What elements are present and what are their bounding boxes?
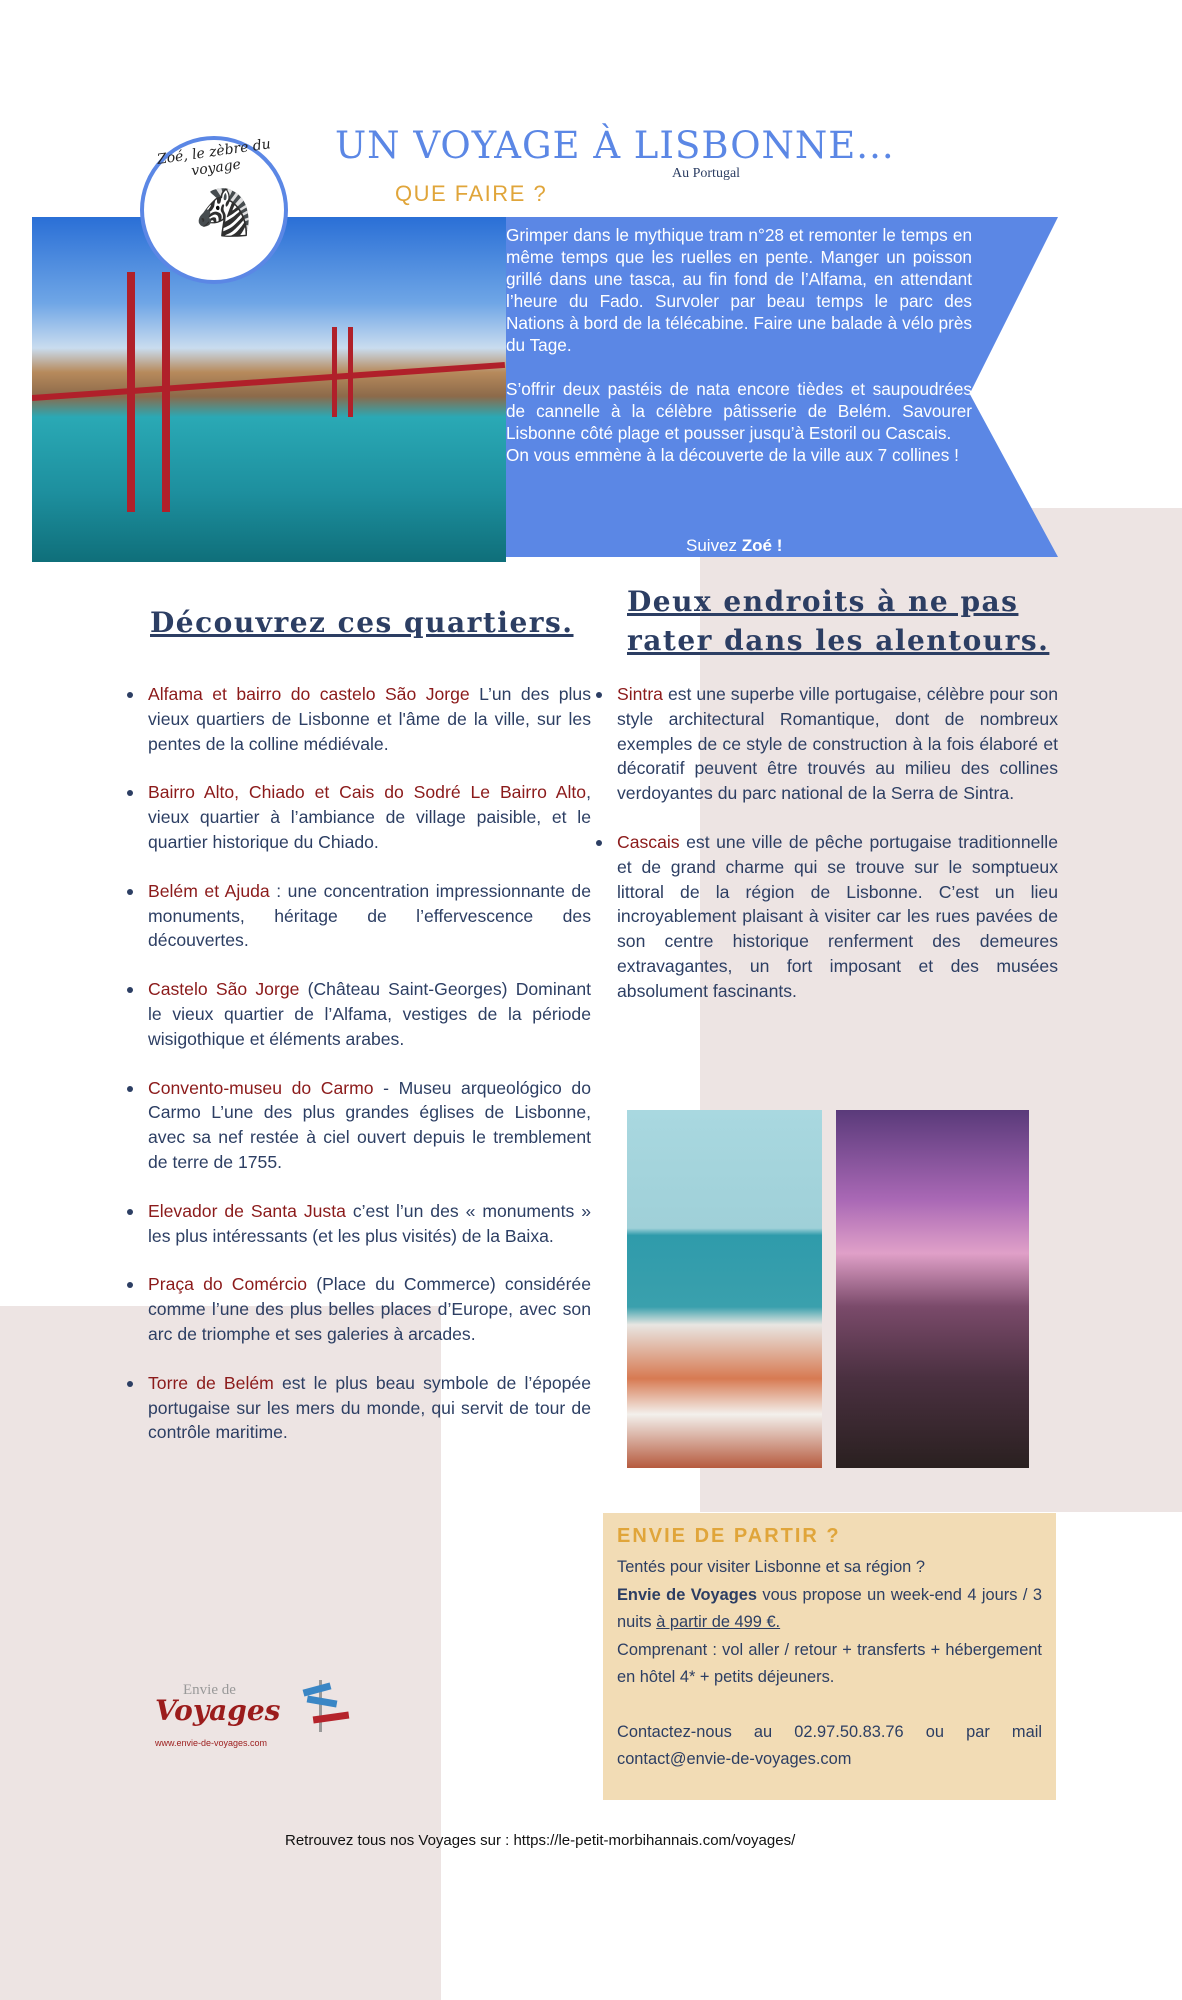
intro-paragraph: On vous emmène à la découverte de la ville aux 7 collines ! bbox=[506, 445, 959, 465]
item-text: est une superbe ville portugaise, célèbre pour son style architectural Romantique, dont de nombreux exemples de ce style de construction à la fois élaboré et décoratif peuvent être trouvés au milieu des collines verdoyantes du parc national de la Serra de Sintra. bbox=[617, 684, 1058, 804]
item-name: Sintra bbox=[617, 684, 663, 704]
offer-line: vous propose un week-end 4 jours / 3 nuits bbox=[617, 1585, 1042, 1631]
page-title: UN VOYAGE À LISBONNE... bbox=[335, 124, 895, 167]
signpost-icon bbox=[303, 1680, 337, 1730]
follow-name: Zoé ! bbox=[741, 536, 783, 555]
item-text: (Château Saint-Georges) Dominant le vieux quartier de l’Alfama, vestiges de la période wisigothique et éléments arabes. bbox=[148, 979, 591, 1049]
list-item bbox=[617, 830, 1058, 1004]
footer-link-text[interactable]: Retrouvez tous nos Voyages sur : https://le-petit-morbihannais.com/voyages/ bbox=[285, 1832, 796, 1849]
item-text: est le plus beau symbole de l’épopée portugaise sur les mers du monde, qui servit de tour de contrôle maritime. bbox=[148, 1372, 591, 1443]
zebra-icon: 🦓 bbox=[195, 186, 253, 238]
list-item bbox=[148, 879, 591, 953]
list-item bbox=[148, 780, 591, 854]
alentours-heading bbox=[627, 582, 1049, 660]
badge-text: Zoé, le zèbre du voyage bbox=[156, 136, 272, 180]
logo-line: Voyages bbox=[155, 1694, 281, 1727]
list-item bbox=[148, 1371, 591, 1445]
offer-text bbox=[617, 1582, 1042, 1637]
logo-line: Envie de bbox=[183, 1682, 236, 1698]
alentours-list bbox=[617, 682, 1058, 1004]
offer-box bbox=[603, 1513, 1056, 1800]
intro-paragraph: Grimper dans le mythique tram n°28 et remonter le temps en même temps que les ruelles en pente. Manger un poisson grillé dans une tasca, au fin fond de l’Alfama, en attendant l’heure du Fado. Survoler par beau temps le parc des Nations à bord de la télécabine. Faire une balade à vélo près du Tage. bbox=[506, 225, 972, 355]
offer-price: à partir de 499 €. bbox=[656, 1613, 781, 1631]
item-name: Elevador de Santa Justa bbox=[148, 1200, 346, 1221]
offer-heading: ENVIE DE PARTIR ? bbox=[617, 1525, 841, 1547]
list-item bbox=[148, 1076, 591, 1175]
item-name: Castelo São Jorge bbox=[148, 979, 300, 1000]
item-name: Praça do Comércio bbox=[148, 1274, 308, 1295]
follow-label: Suivez bbox=[686, 536, 742, 555]
intro-text bbox=[506, 224, 972, 488]
item-name: Alfama et bairro do castelo São Jorge bbox=[148, 684, 470, 704]
item-text: c’est l’un des « monuments » les plus intéressants (et les plus visités) de la Baixa. bbox=[148, 1200, 592, 1246]
item-name: Belém et Ajuda bbox=[148, 880, 270, 901]
item-text: est une ville de pêche portugaise traditionnelle et de grand charme qui se trouve sur le somptueux littoral de la région de Lisbonne. C’est un lieu incroyablement plaisant à visiter car les rues pavées de son centre historique renferment des demeures extravagantes, un fort imposant et des musées absolument fascinants. bbox=[617, 831, 1058, 1001]
offer-line: Comprenant : vol aller / retour + transferts + hébergement en hôtel 4* + petits déjeuners. bbox=[617, 1640, 1042, 1686]
item-text: , vieux quartier à l’ambiance de village paisible, et le quartier historique du Chiado. bbox=[148, 782, 591, 852]
quartiers-heading: Découvrez ces quartiers. bbox=[150, 606, 574, 639]
item-text: L’un des plus vieux quartiers de Lisbonne et l'âme de la ville, sur les pentes de la colline médiévale. bbox=[148, 684, 591, 754]
envie-de-voyages-logo bbox=[153, 1680, 368, 1755]
list-item bbox=[148, 977, 591, 1051]
section-label: QUE FAIRE ? bbox=[395, 181, 548, 206]
offer-contact: Contactez-nous au 02.97.50.83.76 ou par mail contact@envie-de-voyages.com bbox=[617, 1722, 1042, 1768]
lisbon-bridge-photo bbox=[32, 217, 506, 562]
list-item bbox=[617, 682, 1058, 806]
logo-url: www.envie-de-voyages.com bbox=[155, 1738, 268, 1748]
item-text: : une concentration impressionnante de monuments, héritage de l’effervescence des découvertes. bbox=[148, 880, 591, 951]
lisbon-tram-street-photo bbox=[836, 1110, 1029, 1468]
page-subtitle: Au Portugal bbox=[672, 166, 741, 181]
item-text: - Museu arqueológico do Carmo L’une des plus grandes églises de Lisbonne, avec sa nef restée à ciel ouvert depuis le tremblement de terre de 1755. bbox=[148, 1077, 591, 1172]
list-item bbox=[148, 682, 591, 756]
quartiers-list bbox=[148, 682, 591, 1445]
item-name: Cascais bbox=[617, 831, 680, 852]
list-item bbox=[148, 1272, 591, 1346]
lisbon-church-photo bbox=[627, 1110, 822, 1468]
offer-brand: Envie de Voyages bbox=[617, 1585, 757, 1604]
list-item bbox=[148, 1199, 591, 1249]
item-name: Convento-museu do Carmo bbox=[148, 1077, 374, 1098]
item-name: Torre de Belém bbox=[148, 1372, 274, 1393]
heading-line: Deux endroits à ne pas bbox=[627, 585, 1019, 618]
follow-zoe bbox=[686, 536, 782, 556]
intro-paragraph: S’offrir deux pastéis de nata encore tièdes et saupoudrées de cannelle à la célèbre pâtisserie de Belém. Savourer Lisbonne côté plage et pousser jusqu’à Estoril ou Cascais. bbox=[506, 379, 972, 443]
item-text: (Place du Commerce) considérée comme l’une des plus belles places d’Europe, avec son arc de triomphe et ses galeries à arcades. bbox=[148, 1274, 591, 1344]
offer-line: Tentés pour visiter Lisbonne et sa région ? bbox=[617, 1558, 925, 1576]
heading-line: rater dans les alentours. bbox=[627, 624, 1050, 657]
item-name: Bairro Alto, Chiado et Cais do Sodré Le Bairro Alto bbox=[148, 782, 587, 803]
